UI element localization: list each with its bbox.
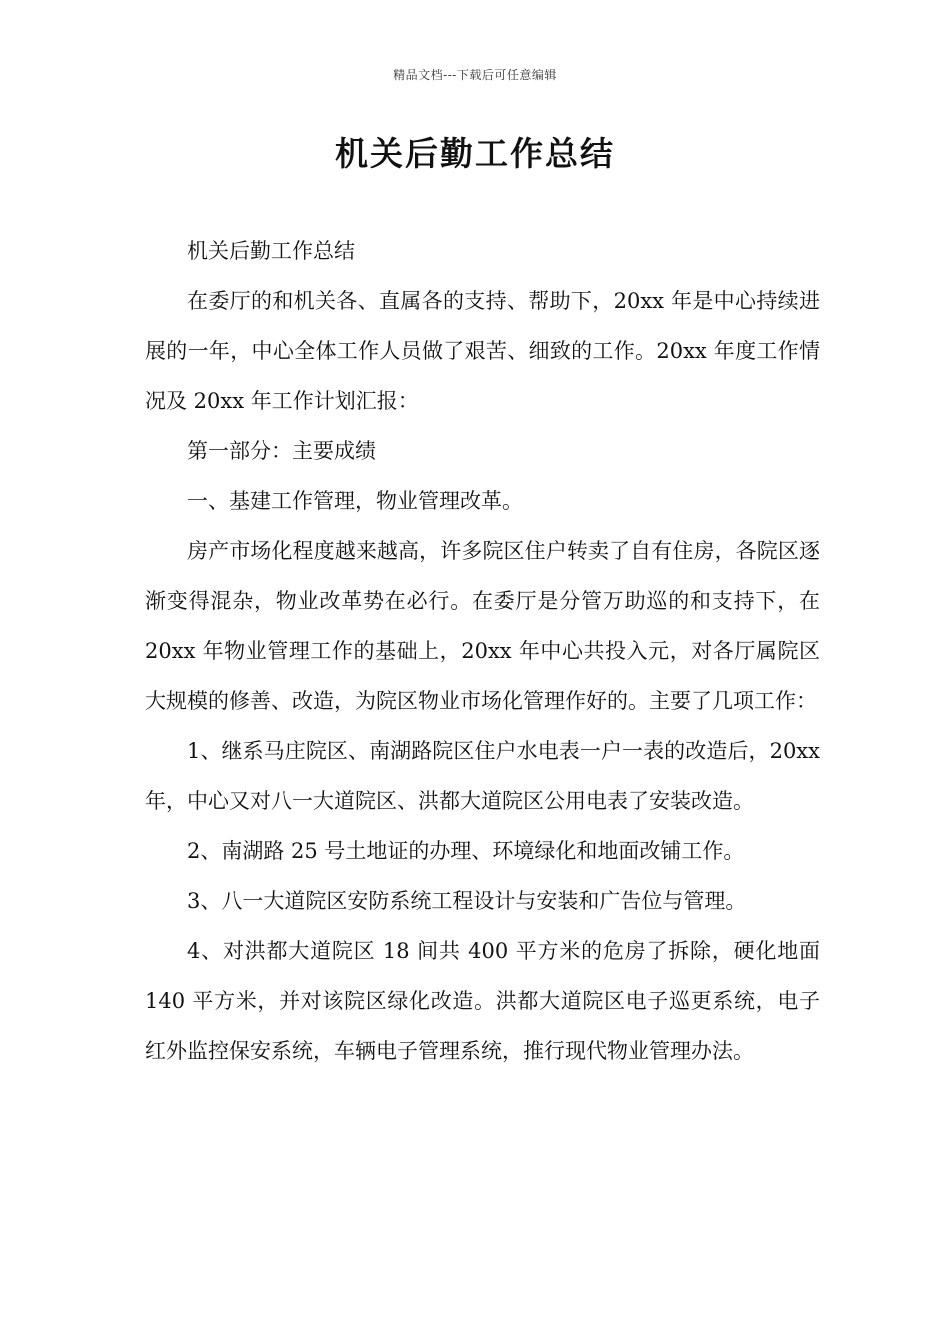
list-item-3: 3、八一大道院区安防系统工程设计与安装和广告位与管理。 xyxy=(187,889,747,913)
paragraph-subtitle: 机关后勤工作总结 xyxy=(187,239,355,263)
list-item-4: 4、对洪都大道院区 18 间共 400 平方米的危房了拆除，硬化地面 140 平方米，并对该院区绿化改造。洪都大道院区电子巡更系统，电子红外监控保安系统，车辆电子管理系统，推行现代物业管理办法。 xyxy=(145,939,820,1063)
document-body xyxy=(145,226,820,1076)
subsection-heading: 一、基建工作管理，物业管理改革。 xyxy=(187,489,523,513)
page-header-note: 精品文档---下载后可任意编辑 xyxy=(393,68,557,82)
section-heading: 第一部分：主要成绩 xyxy=(187,439,376,463)
paragraph-intro: 在委厅的和机关各、直属各的支持、帮助下，20xx 年是中心持续进展的一年，中心全体工作人员做了艰苦、细致的工作。20xx 年度工作情况及 20xx 年工作计划汇报： xyxy=(145,289,820,413)
document-title: 机关后勤工作总结 xyxy=(335,134,615,173)
list-item-2: 2、南湖路 25 号土地证的办理、环境绿化和地面改铺工作。 xyxy=(187,839,745,863)
list-item-1: 1、继系马庄院区、南湖路院区住户水电表一户一表的改造后，20xx 年，中心又对八一大道院区、洪都大道院区公用电表了安装改造。 xyxy=(145,739,820,813)
paragraph-property-reform: 房产市场化程度越来越高，许多院区住户转卖了自有住房，各院区逐渐变得混杂，物业改革势在必行。在委厅是分管万助巡的和支持下，在 20xx 年物业管理工作的基础上，20xx 年中心共投入元，对各厅属院区大规模的修善、改造，为院区物业市场化管理作好的。主要了几项工作： xyxy=(145,539,820,713)
